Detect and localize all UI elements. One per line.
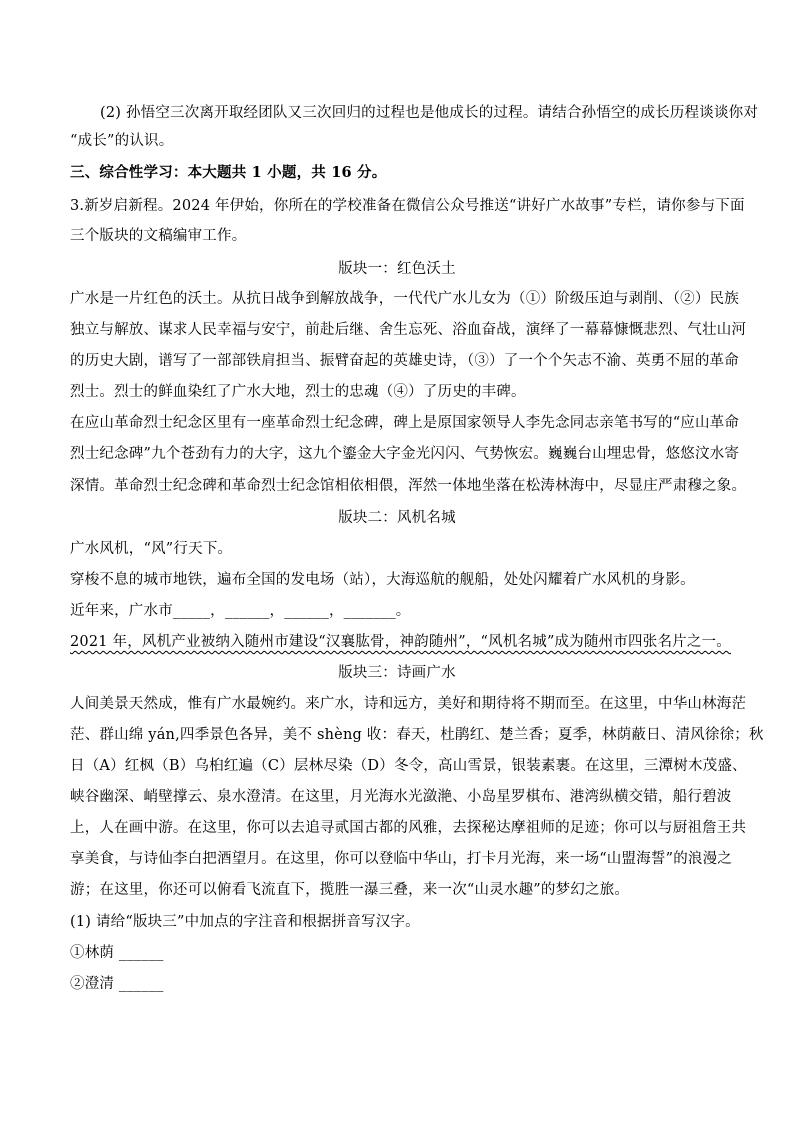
question-3-intro-cont: 三个版块的文稿编审工作。 <box>70 228 247 244</box>
sub-question-1: (1) 请给“版块三”中加点的字注音和根据拼音写汉字。 <box>70 914 420 930</box>
block-3-paragraph-line: 享美食，与诗仙李白把酒望月。在这里，你可以登临中华山，打卡月光海，来一场“山盟海誓”的浪漫之 <box>70 851 733 867</box>
block-2-wavy-underlined-line: 2021 年，风机产业被纳入随州市建设“汉襄肱骨，神韵随州”，“风机名城”成为随州市四张名片之一。 <box>70 634 731 650</box>
block-2-paragraph-line: 广水风机，“风”行天下。 <box>70 541 233 557</box>
section-3-heading: 三、综合性学习：本大题共 1 小题，共 16 分。 <box>70 164 387 181</box>
block-1-paragraph-line: 在应山革命烈士纪念区里有一座革命烈士纪念碑，碑上是原国家领导人李先念同志亲笔书写的“应山革命 <box>70 415 740 431</box>
block-3-paragraph-line: 日（A）红枫（B）乌桕红遍（C）层林尽染（D）冬令，高山雪景，银装素裹。在这里，三潭树木茂盛、 <box>70 758 747 774</box>
answer-item-1: ①林荫 ______ <box>70 945 164 961</box>
question-2-text-cont: “成长”的认识。 <box>70 133 174 149</box>
block-1-paragraph-line: 深情。革命烈士纪念碑和革命烈士纪念馆相依相偎，浑然一体地坐落在松涛林海中，尽显庄严肃穆之象。 <box>70 478 747 494</box>
block-1-paragraph-line: 的历史大剧，谱写了一部部铁肩担当、振臂奋起的英雄史诗，（③）了一个个矢志不渝、英勇不屈的革命 <box>70 353 739 369</box>
block-1-paragraph-line: 烈士。烈士的鲜血染红了广水大地，烈士的忠魂（④）了历史的丰碑。 <box>70 384 526 400</box>
question-2-text: (2) 孙悟空三次离开取经团队又三次回归的过程也是他成长的过程。请结合孙悟空的成长历程谈谈你对 <box>100 105 759 121</box>
block-1-paragraph-line: 独立与解放、谋求人民幸福与安宁，前赴后继、舍生忘死、浴血奋战，演绎了一幕幕慷慨悲烈、气壮山河 <box>70 322 747 338</box>
block-2-paragraph-line: 穿梭不息的城市地铁，遍布全国的发电场（站），大海巡航的舰船，处处闪耀着广水风机的身影。 <box>70 572 695 588</box>
block-3-paragraph-line: 上，人在画中游。在这里，你可以去追寻贰国古都的风雅，去探秘达摩祖师的足迹；你可以与厨祖詹王共 <box>70 820 747 836</box>
block-3-paragraph-line: 游；在这里，你还可以俯看飞流直下，揽胜一瀑三叠，来一次“山灵水趣”的梦幻之旅。 <box>70 882 630 898</box>
block-3-paragraph-line: 茫、群山绵 yán,四季景色各异，美不 shèng 收：春天，杜鹃红、楚兰香；夏季，林荫蔽日、清风徐徐；秋 <box>70 727 764 743</box>
block-3-paragraph-line: 峡谷幽深、峭壁撑云、泉水澄清。在这里，月光海水光潋滟、小岛星罗棋布、港湾纵横交错，船行碧波 <box>70 789 732 805</box>
answer-item-2: ②澄清 ______ <box>70 976 164 992</box>
block-3-paragraph-line: 人间美景天然成，惟有广水最婉约。来广水，诗和远方，美好和期待将不期而至。在这里，中华山林海茫 <box>70 696 747 712</box>
block-1-paragraph-line: 烈士纪念碑”九个苍劲有力的大字，这九个鎏金大字金光闪闪、气势恢宏。巍巍台山埋忠骨，悠悠汶水寄 <box>70 446 740 462</box>
block-1-title: 版块一：红色沃土 <box>338 261 456 277</box>
block-2-fill-blank-line: 近年来，广水市_____，______，______，_______。 <box>70 603 411 619</box>
block-3-title: 版块三：诗画广水 <box>338 665 456 681</box>
question-3-intro: 3.新岁启新程。2024 年伊始，你所在的学校准备在微信公众号推送“讲好广水故事”专栏，请你参与下面 <box>70 198 745 214</box>
block-2-title: 版块二：风机名城 <box>338 510 456 526</box>
block-1-paragraph-line: 广水是一片红色的沃土。从抗日战争到解放战争，一代代广水儿女为（①）阶级压迫与剥削、（②）民族 <box>70 291 739 307</box>
